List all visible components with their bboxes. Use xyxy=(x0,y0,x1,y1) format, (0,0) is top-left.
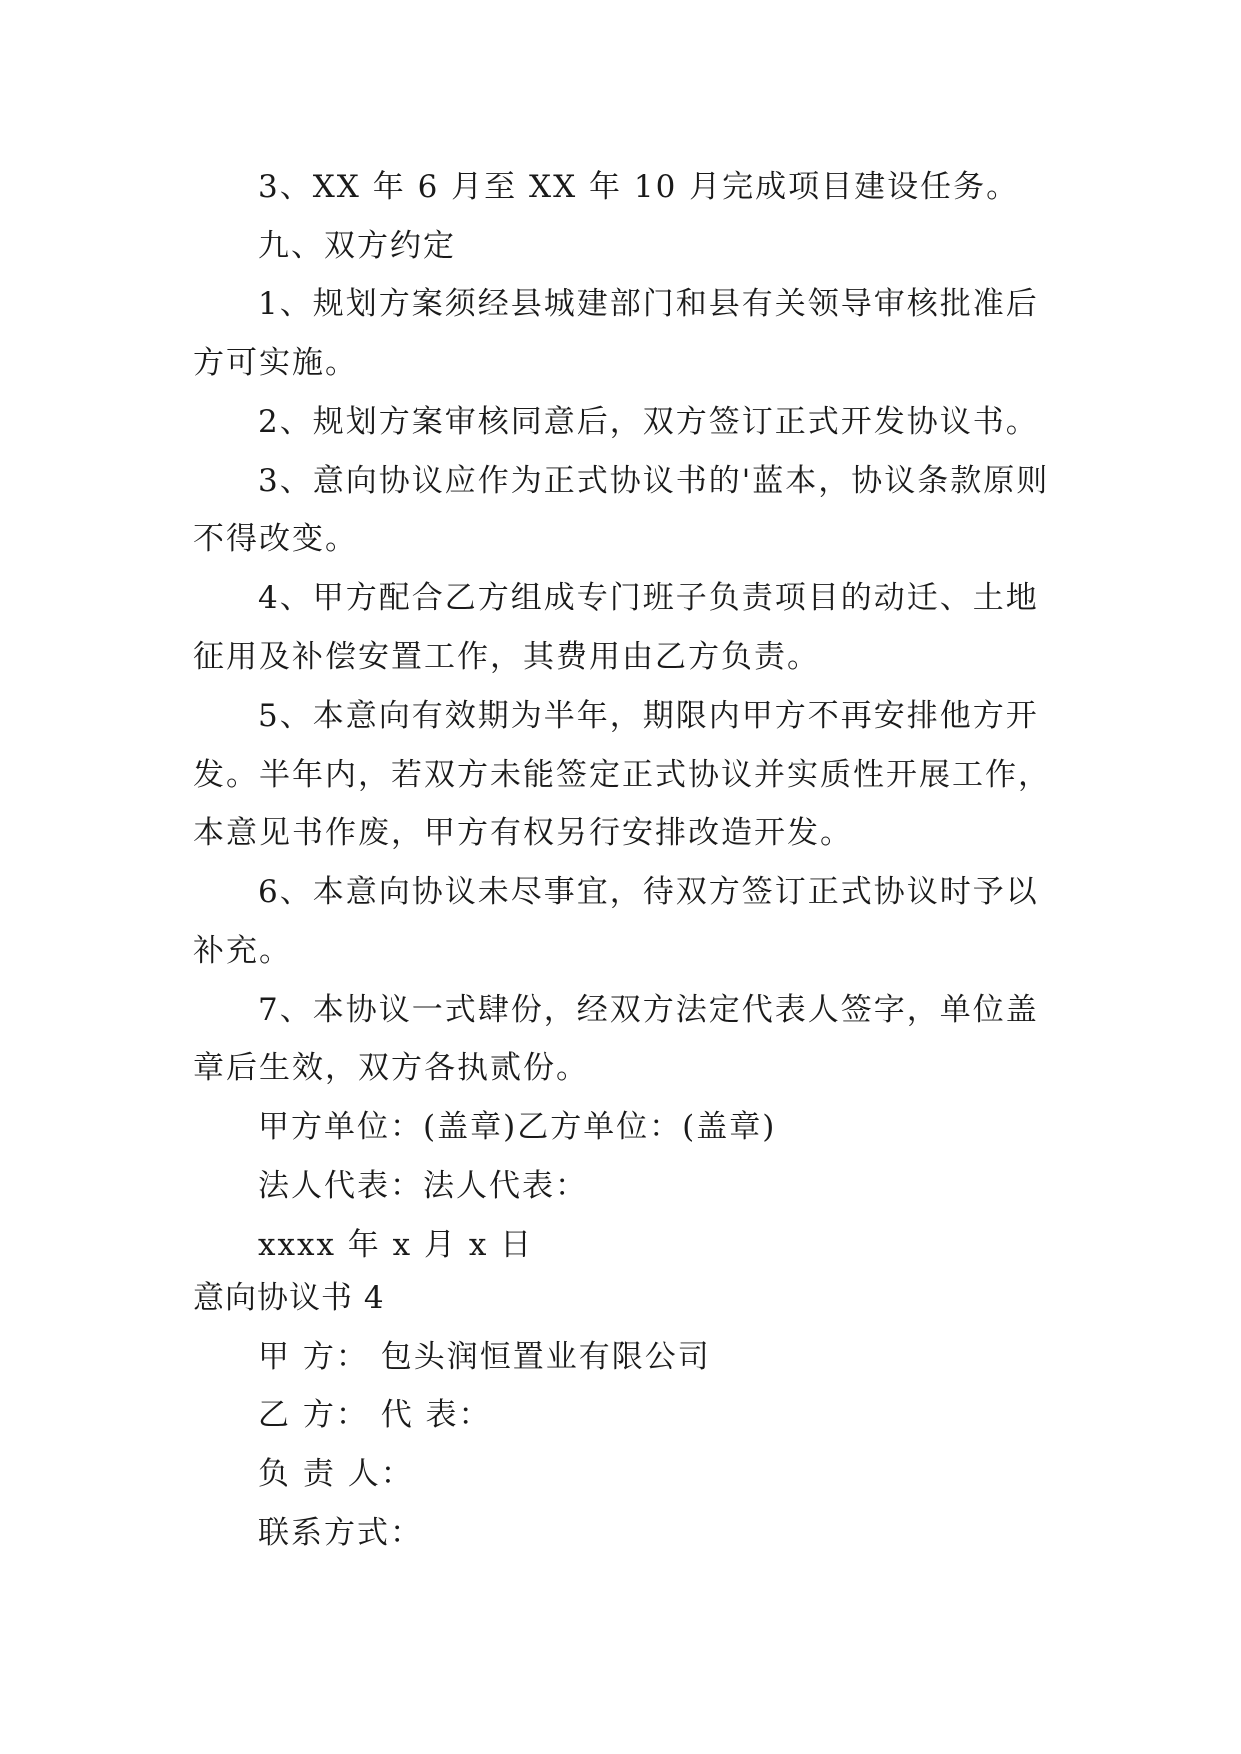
text-line: 5、本意向有效期为半年，期限内甲方不再安排他方开 xyxy=(258,698,1039,734)
responsible-person-line: 负 责 人： xyxy=(258,1456,414,1492)
text-line: 补充。 xyxy=(193,933,292,969)
contact-line: 联系方式： xyxy=(258,1515,423,1551)
text-line: 7、本协议一式肆份，经双方法定代表人签字，单位盖 xyxy=(258,992,1039,1028)
signature-unit-line: 甲方单位：(盖章)乙方单位：(盖章) xyxy=(258,1109,777,1145)
text-line: 发。半年内，若双方未能签定正式协议并实质性开展工作， xyxy=(193,757,1051,793)
date-line: xxxx 年 x 月 x 日 xyxy=(258,1227,534,1263)
text-line: 本意见书作废，甲方有权另行安排改造开发。 xyxy=(193,815,853,851)
text-line: 4、甲方配合乙方组成专门班子负责项目的动迁、土地 xyxy=(258,580,1039,616)
text-line: 征用及补偿安置工作，其费用由乙方负责。 xyxy=(193,639,820,675)
text-line: 章后生效，双方各执贰份。 xyxy=(193,1050,589,1086)
section-heading: 九、双方约定 xyxy=(258,228,456,264)
text-line: 3、意向协议应作为正式协议书的'蓝本，协议条款原则 xyxy=(258,463,1050,499)
document-title: 意向协议书 4 xyxy=(193,1280,385,1316)
text-line: 2、规划方案审核同意后，双方签订正式开发协议书。 xyxy=(258,404,1039,440)
party-a-line: 甲 方： 包头润恒置业有限公司 xyxy=(258,1339,711,1375)
text-line: 3、XX 年 6 月至 XX 年 10 月完成项目建设任务。 xyxy=(258,169,1020,205)
signature-rep-line: 法人代表：法人代表： xyxy=(258,1168,588,1204)
text-line: 1、规划方案须经县城建部门和县有关领导审核批准后 xyxy=(258,286,1039,322)
text-line: 6、本意向协议未尽事宜，待双方签订正式协议时予以 xyxy=(258,874,1039,910)
party-b-line: 乙 方： 代 表： xyxy=(258,1397,492,1433)
text-line: 方可实施。 xyxy=(193,345,358,381)
text-line: 不得改变。 xyxy=(193,521,358,557)
